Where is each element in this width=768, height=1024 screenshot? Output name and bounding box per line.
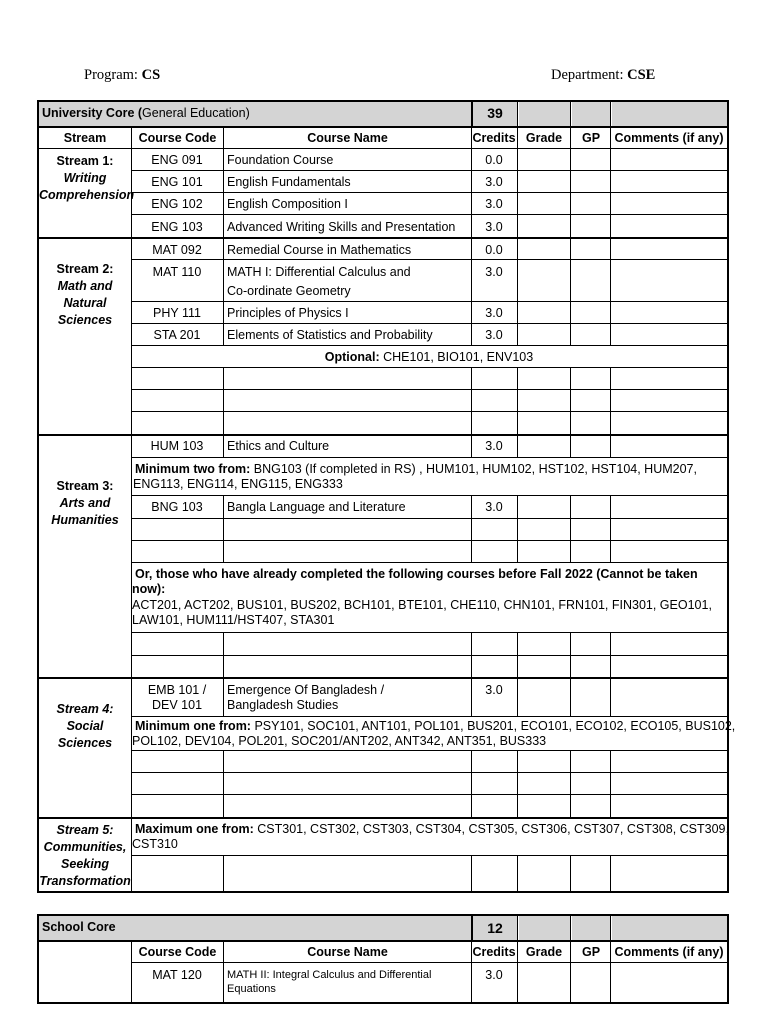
stream3-label: Stream 3: Arts and Humanities bbox=[51, 479, 119, 527]
course-code: ENG 101 bbox=[151, 175, 203, 189]
course-credits: 3.0 bbox=[485, 328, 503, 342]
course-credits: 3.0 bbox=[485, 683, 503, 697]
course-name: MATH I: Differential Calculus and Co-ordinate Geometry bbox=[227, 265, 411, 298]
stream4-label: Stream 4: Social Sciences bbox=[56, 702, 114, 750]
course-name: Remedial Course in Mathematics bbox=[227, 243, 412, 257]
course-credits: 3.0 bbox=[485, 306, 503, 320]
course-name: English Composition I bbox=[227, 197, 348, 211]
col-course-name: Course Name bbox=[307, 131, 388, 145]
course-code: PHY 111 bbox=[153, 306, 201, 320]
col-stream: Stream bbox=[63, 131, 107, 145]
col-grade: Grade bbox=[525, 945, 563, 959]
school-core-total-credits: 12 bbox=[487, 921, 503, 936]
course-name: Foundation Course bbox=[227, 153, 334, 167]
course-credits: 3.0 bbox=[485, 220, 503, 234]
course-name: Bangla Language and Literature bbox=[227, 500, 406, 514]
course-name: Principles of Physics I bbox=[227, 306, 349, 320]
col-course-code: Course Code bbox=[138, 131, 217, 145]
university-core-title-bold: University Core ( bbox=[42, 106, 143, 120]
program-header bbox=[84, 67, 160, 84]
col-credits: Credits bbox=[472, 945, 516, 959]
course-code: BNG 103 bbox=[151, 500, 203, 514]
course-credits: 3.0 bbox=[485, 197, 503, 211]
col-gp: GP bbox=[581, 945, 601, 959]
col-comments: Comments (if any) bbox=[614, 131, 724, 145]
col-comments: Comments (if any) bbox=[614, 945, 724, 959]
stream2-label: Stream 2: Math and Natural Sciences bbox=[56, 262, 114, 327]
department-header bbox=[551, 67, 655, 84]
course-name: Ethics and Culture bbox=[227, 439, 330, 453]
course-code: HUM 103 bbox=[150, 439, 204, 453]
course-code: MAT 110 bbox=[152, 265, 202, 279]
stream5-label: Stream 5: Communities, Seeking Transformation bbox=[39, 823, 131, 888]
course-name: Advanced Writing Skills and Presentation bbox=[227, 220, 456, 234]
stream1-label: Stream 1: Writing Comprehension bbox=[39, 154, 135, 202]
course-code: MAT 120 bbox=[152, 968, 202, 982]
course-credits: 3.0 bbox=[485, 175, 503, 189]
col-course-name: Course Name bbox=[307, 945, 388, 959]
col-grade: Grade bbox=[525, 131, 563, 145]
stream3-prior-courses: Or, those who have already completed the following courses before Fall 2022 (Cannot be taken now): ACT201, ACT202, BUS101, BUS202, BCH101, BTE101, CHE110, CHN101, FRN101, FIN301, GEO101, LAW101, HUM111/HST407, STA301 bbox=[132, 567, 712, 627]
university-core-table bbox=[37, 100, 736, 893]
program-label: Program: bbox=[84, 67, 138, 83]
department-label: Department: bbox=[551, 67, 624, 83]
stream3-min-two: Minimum two from: BNG103 (If completed in RS) , HUM101, HUM102, HST102, HST104, HUM207, ENG113, ENG114, ENG115, ENG333 bbox=[133, 462, 697, 491]
course-credits: 3.0 bbox=[485, 439, 503, 453]
school-core-table bbox=[37, 914, 729, 1004]
university-core-title bbox=[42, 106, 250, 121]
program-value: CS bbox=[141, 67, 161, 83]
course-credits: 0.0 bbox=[485, 243, 503, 257]
course-code: ENG 091 bbox=[151, 153, 203, 167]
university-core-total-credits: 39 bbox=[487, 106, 503, 121]
course-credits: 3.0 bbox=[485, 968, 503, 982]
course-code: MAT 092 bbox=[152, 243, 202, 257]
course-credits: 3.0 bbox=[485, 265, 503, 279]
course-name: Elements of Statistics and Probability bbox=[227, 328, 433, 342]
stream4-min-one: Minimum one from: PSY101, SOC101, ANT101, POL101, BUS201, ECO101, ECO102, ECO105, BUS102, POL102, DEV104, POL201, SOC201/ANT202, ANT342, ANT351, BUS333 bbox=[132, 719, 736, 748]
university-core-title-rest: General Education) bbox=[142, 106, 250, 120]
course-code: ENG 102 bbox=[151, 197, 203, 211]
course-name: English Fundamentals bbox=[227, 175, 351, 189]
course-credits: 3.0 bbox=[485, 500, 503, 514]
course-name: Emergence Of Bangladesh / Bangladesh Studies bbox=[227, 683, 385, 712]
col-credits: Credits bbox=[472, 131, 516, 145]
course-code: ENG 103 bbox=[151, 220, 203, 234]
col-gp: GP bbox=[581, 131, 601, 145]
stream2-optional: Optional: CHE101, BIO101, ENV103 bbox=[324, 350, 534, 364]
course-code: STA 201 bbox=[153, 328, 201, 342]
course-code: EMB 101 / DEV 101 bbox=[147, 683, 207, 712]
col-course-code: Course Code bbox=[138, 945, 217, 959]
school-core-title: School Core bbox=[42, 920, 116, 934]
stream5-max-one: Maximum one from: CST301, CST302, CST303, CST304, CST305, CST306, CST307, CST308, CST309, CST310 bbox=[132, 822, 729, 851]
department-value: CSE bbox=[627, 67, 656, 83]
course-credits: 0.0 bbox=[485, 153, 503, 167]
course-name: MATH II: Integral Calculus and Differential Equations bbox=[227, 969, 432, 995]
